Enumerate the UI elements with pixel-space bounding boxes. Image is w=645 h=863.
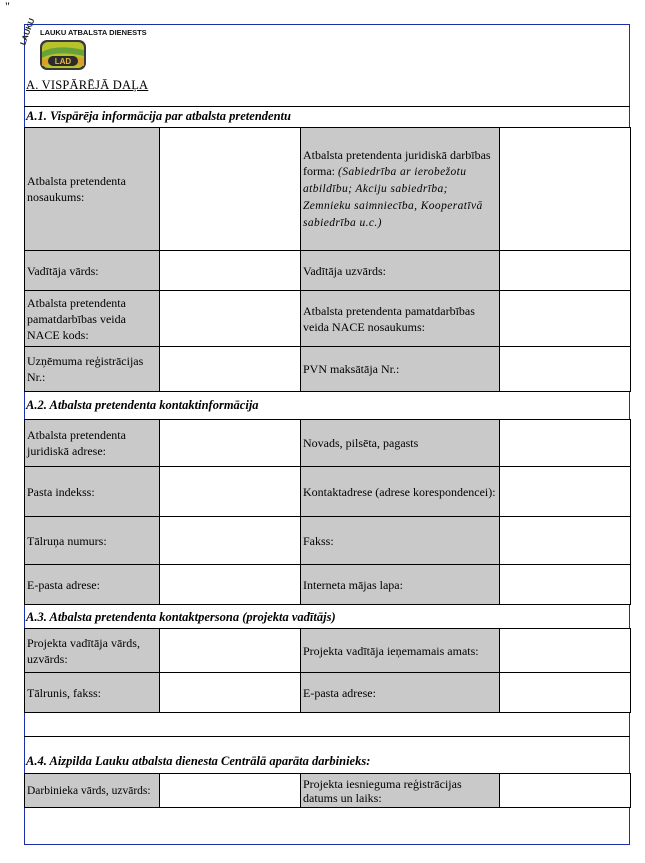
- phone-label: Tālruņa numurs:: [25, 517, 160, 565]
- table-row: [25, 774, 631, 808]
- logo-badge-text: LAD: [54, 57, 72, 66]
- table-row: [25, 517, 631, 565]
- fax-field[interactable]: [500, 517, 631, 565]
- table-row: [25, 565, 631, 605]
- nace-code-label: Atbalsta pretendenta pamatdarbības veida NACE kods:: [25, 291, 160, 347]
- applicant-name-label: Atbalsta pretendenta nosaukums:: [25, 128, 160, 251]
- table-row: [25, 128, 631, 251]
- legal-form-field[interactable]: [500, 128, 631, 251]
- reg-datetime-field[interactable]: [500, 774, 631, 808]
- legal-form-hint: (Sabiedrība ar ierobežotu atbildību; Akciju sabiedrība; Zemnieku saimniecība, Kooperatīvā sabiedrība u.c.): [303, 166, 483, 229]
- section-a1-title: A.1. Vispārēja informācija par atbalsta pretendentu: [26, 109, 291, 123]
- region-label: Novads, pilsēta, pagasts: [301, 420, 500, 467]
- reg-datetime-label: Projekta iesnieguma reģistrācijas datums un laiks:: [301, 774, 500, 808]
- section-a4-title: A.4. Aizpilda Lauku atbalsta dienesta Centrālā aparāta darbinieks:: [26, 754, 371, 768]
- reg-no-label: Uzņēmuma reģistrācijas Nr.:: [25, 347, 160, 392]
- pm-email-label: E-pasta adrese:: [301, 673, 500, 713]
- a3-table: [24, 628, 631, 713]
- manager-name-label: Vadītāja vārds:: [25, 251, 160, 291]
- legal-address-field[interactable]: [160, 420, 301, 467]
- divider: [24, 106, 630, 107]
- postal-code-field[interactable]: [160, 467, 301, 517]
- pm-name-field[interactable]: [160, 629, 301, 673]
- legal-form-label-text: Atbalsta pretendenta juridiskā darbības forma:: [303, 148, 491, 178]
- a2-table: [24, 419, 631, 605]
- phone-fax-label: Tālrunis, fakss:: [25, 673, 160, 713]
- email-label: E-pasta adrese:: [25, 565, 160, 605]
- table-row: [25, 629, 631, 673]
- logo-text-lauku: LAUKU: [18, 17, 37, 47]
- table-row: [25, 420, 631, 467]
- pm-name-label: Projekta vadītāja vārds, uzvārds:: [25, 629, 160, 673]
- phone-field[interactable]: [160, 517, 301, 565]
- postal-code-label: Pasta indekss:: [25, 467, 160, 517]
- section-a2-title: A.2. Atbalsta pretendenta kontaktinformācija: [26, 398, 259, 412]
- nace-name-field[interactable]: [500, 291, 631, 347]
- logo-text-top: LAUKU ATBALSTA DIENESTS: [40, 28, 147, 37]
- table-row: [25, 251, 631, 291]
- phone-fax-field[interactable]: [160, 673, 301, 713]
- contact-address-field[interactable]: [500, 467, 631, 517]
- section-a-title: A. VISPĀRĒJĀ DAĻA: [26, 78, 149, 92]
- vat-no-field[interactable]: [500, 347, 631, 392]
- website-label: Interneta mājas lapa:: [301, 565, 500, 605]
- manager-surname-label: Vadītāja uzvārds:: [301, 251, 500, 291]
- table-row: [25, 467, 631, 517]
- manager-name-field[interactable]: [160, 251, 301, 291]
- table-row: [25, 673, 631, 713]
- quote-mark: ": [5, 0, 10, 13]
- lad-logo: [18, 17, 147, 72]
- employee-name-label: Darbinieka vārds, uzvārds:: [25, 774, 160, 808]
- legal-address-label: Atbalsta pretendenta juridiskā adrese:: [25, 420, 160, 467]
- legal-form-label: [301, 128, 500, 251]
- pm-email-field[interactable]: [500, 673, 631, 713]
- divider: [24, 736, 630, 737]
- employee-name-field[interactable]: [160, 774, 301, 808]
- nace-name-label: Atbalsta pretendenta pamatdarbības veida NACE nosaukums:: [301, 291, 500, 347]
- website-field[interactable]: [500, 565, 631, 605]
- a4-table: [24, 773, 631, 808]
- nace-code-field[interactable]: [160, 291, 301, 347]
- fax-label: Fakss:: [301, 517, 500, 565]
- vat-no-label: PVN maksātāja Nr.:: [301, 347, 500, 392]
- email-field[interactable]: [160, 565, 301, 605]
- pm-position-field[interactable]: [500, 629, 631, 673]
- reg-no-field[interactable]: [160, 347, 301, 392]
- manager-surname-field[interactable]: [500, 251, 631, 291]
- lad-logo-graphic: [18, 17, 147, 72]
- applicant-name-field[interactable]: [160, 128, 301, 251]
- table-row: [25, 347, 631, 392]
- a1-table: [24, 127, 631, 392]
- section-a3-title: A.3. Atbalsta pretendenta kontaktpersona (projekta vadītājs): [26, 610, 336, 624]
- pm-position-label: Projekta vadītāja ieņemamais amats:: [301, 629, 500, 673]
- contact-address-label: Kontaktadrese (adrese korespondencei):: [301, 467, 500, 517]
- table-row: [25, 291, 631, 347]
- region-field[interactable]: [500, 420, 631, 467]
